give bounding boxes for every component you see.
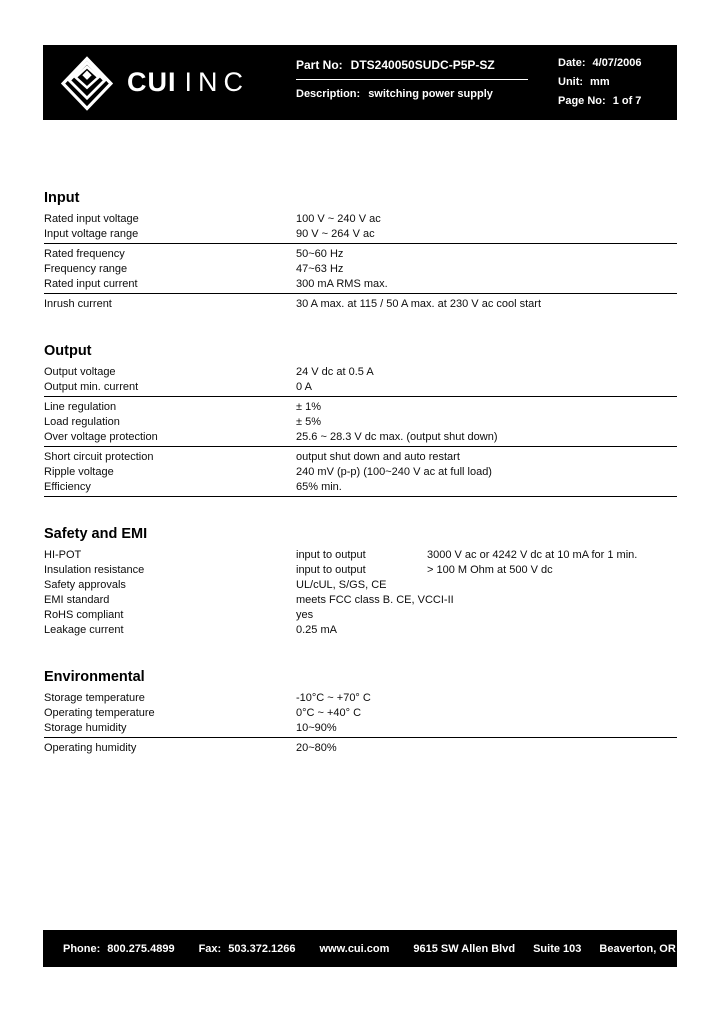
spec-value: 24 V dc at 0.5 A [296, 366, 374, 378]
spec-label: HI-POT [44, 549, 82, 561]
spec-section [44, 342, 677, 497]
spec-label: Rated input voltage [44, 213, 139, 225]
footer-bar [43, 930, 710, 967]
footer-city-state-zip: Beaverton, OR 97005 [599, 942, 710, 955]
spec-value: ± 1% [296, 401, 321, 413]
spec-label: Storage temperature [44, 692, 145, 704]
brand-suffix: INC [184, 67, 249, 97]
cui-logo [43, 45, 296, 120]
spec-label: EMI standard [44, 594, 110, 606]
spec-label: Frequency range [44, 263, 128, 275]
spec-value: 0.25 mA [296, 624, 337, 636]
footer-suite: Suite 103 [533, 942, 582, 955]
fax-label: Fax: [198, 942, 222, 955]
description-row [296, 88, 530, 100]
brand-name: CUI [127, 67, 177, 97]
spec-label: Load regulation [44, 416, 120, 428]
spec-value: UL/cUL, S/GS, CE [296, 579, 387, 591]
spec-row [44, 365, 677, 380]
spec-row [44, 691, 677, 706]
spec-row [44, 262, 677, 277]
spec-row [44, 297, 677, 312]
spec-label: Ripple voltage [44, 466, 114, 478]
spec-row [44, 608, 677, 623]
spec-value: 100 V ~ 240 V ac [296, 213, 381, 225]
brand-wordmark [127, 67, 249, 98]
spec-value: ± 5% [296, 416, 321, 428]
part-no-label: Part No: [296, 58, 343, 72]
spec-label: Operating temperature [44, 707, 155, 719]
spec-label: Rated input current [44, 278, 138, 290]
spec-row [44, 450, 677, 465]
spec-label: Inrush current [44, 298, 112, 310]
spec-value: 25.6 ~ 28.3 V dc max. (output shut down) [296, 431, 498, 443]
spec-row [44, 548, 677, 563]
spec-value: 10~90% [296, 722, 337, 734]
spec-label: Output min. current [44, 381, 139, 393]
section-title: Environmental [44, 669, 145, 685]
spec-value: -10°C ~ +70° C [296, 692, 371, 704]
spec-label: Storage humidity [44, 722, 127, 734]
spec-label: Insulation resistance [44, 564, 145, 576]
spec-row [44, 415, 677, 430]
spec-value: meets FCC class B. CE, VCCI-II [296, 594, 454, 606]
spec-row [44, 400, 677, 415]
spec-row [44, 623, 677, 638]
spec-section [44, 189, 677, 312]
section-title: Input [44, 190, 80, 206]
spec-value: 20~80% [296, 742, 337, 754]
footer-website: www.cui.com [319, 942, 390, 955]
spec-label: Over voltage protection [44, 431, 158, 443]
spec-label: Safety approvals [44, 579, 126, 591]
spec-label: Line regulation [44, 401, 117, 413]
part-no-value: DTS240050SUDC-P5P-SZ [350, 58, 495, 72]
unit-label: Unit: [558, 76, 584, 88]
phone-value: 800.275.4899 [107, 942, 175, 955]
date-row [558, 57, 677, 69]
header-meta [530, 45, 677, 120]
spec-value: 90 V ~ 264 V ac [296, 228, 375, 240]
spec-row [44, 380, 677, 397]
spec-value: input to output [296, 564, 366, 576]
spec-row [44, 706, 677, 721]
unit-row [558, 76, 677, 88]
header-bar [43, 45, 677, 120]
spec-label: Rated frequency [44, 248, 125, 260]
spec-section [44, 525, 677, 638]
cui-diamond-logo-icon [61, 54, 113, 112]
spec-row [44, 465, 677, 480]
phone-label: Phone: [63, 942, 101, 955]
spec-row [44, 247, 677, 262]
footer-phone [63, 943, 175, 955]
page-no-value: 1 of 7 [612, 95, 642, 107]
header-part-info [296, 45, 530, 120]
spec-value: 30 A max. at 115 / 50 A max. at 230 V ac cool start [296, 298, 541, 310]
spec-value: 50~60 Hz [296, 248, 344, 260]
spec-label: Input voltage range [44, 228, 139, 240]
spec-label: Efficiency [44, 481, 91, 493]
spec-row [44, 563, 677, 578]
spec-value: 0°C ~ +40° C [296, 707, 362, 719]
spec-section [44, 668, 677, 756]
spec-label: Output voltage [44, 366, 116, 378]
section-title: Safety and EMI [44, 526, 148, 542]
spec-row [44, 277, 677, 294]
section-title: Output [44, 343, 92, 359]
spec-row [44, 430, 677, 447]
spec-label: Short circuit protection [44, 451, 154, 463]
spec-row [44, 741, 677, 756]
spec-row [44, 593, 677, 608]
spec-row [44, 212, 677, 227]
description-value: switching power supply [368, 88, 493, 100]
page-no-label: Page No: [558, 95, 606, 107]
header-divider [296, 79, 528, 80]
part-no-row [296, 58, 530, 72]
spec-value-2: > 100 M Ohm at 500 V dc [427, 564, 553, 576]
description-label: Description: [296, 88, 361, 100]
spec-value: 65% min. [296, 481, 342, 493]
spec-value: input to output [296, 549, 366, 561]
spec-label: Operating humidity [44, 742, 137, 754]
date-value: 4/07/2006 [592, 57, 642, 69]
page-no-row [558, 95, 677, 107]
footer-fax [199, 943, 296, 955]
spec-value: 300 mA RMS max. [296, 278, 388, 290]
spec-value: yes [296, 609, 314, 621]
fax-value: 503.372.1266 [228, 942, 296, 955]
spec-row [44, 227, 677, 244]
spec-row [44, 578, 677, 593]
spec-value: output shut down and auto restart [296, 451, 460, 463]
spec-label: RoHS compliant [44, 609, 124, 621]
date-label: Date: [558, 57, 586, 69]
spec-sections [44, 189, 677, 786]
spec-row [44, 721, 677, 738]
spec-value-2: 3000 V ac or 4242 V dc at 10 mA for 1 min. [427, 549, 638, 561]
spec-value: 240 mV (p-p) (100~240 V ac at full load) [296, 466, 492, 478]
footer-address: 9615 SW Allen Blvd [413, 942, 516, 955]
spec-row [44, 480, 677, 497]
spec-value: 0 A [296, 381, 312, 393]
unit-value: mm [590, 76, 610, 88]
spec-value: 47~63 Hz [296, 263, 344, 275]
spec-label: Leakage current [44, 624, 124, 636]
